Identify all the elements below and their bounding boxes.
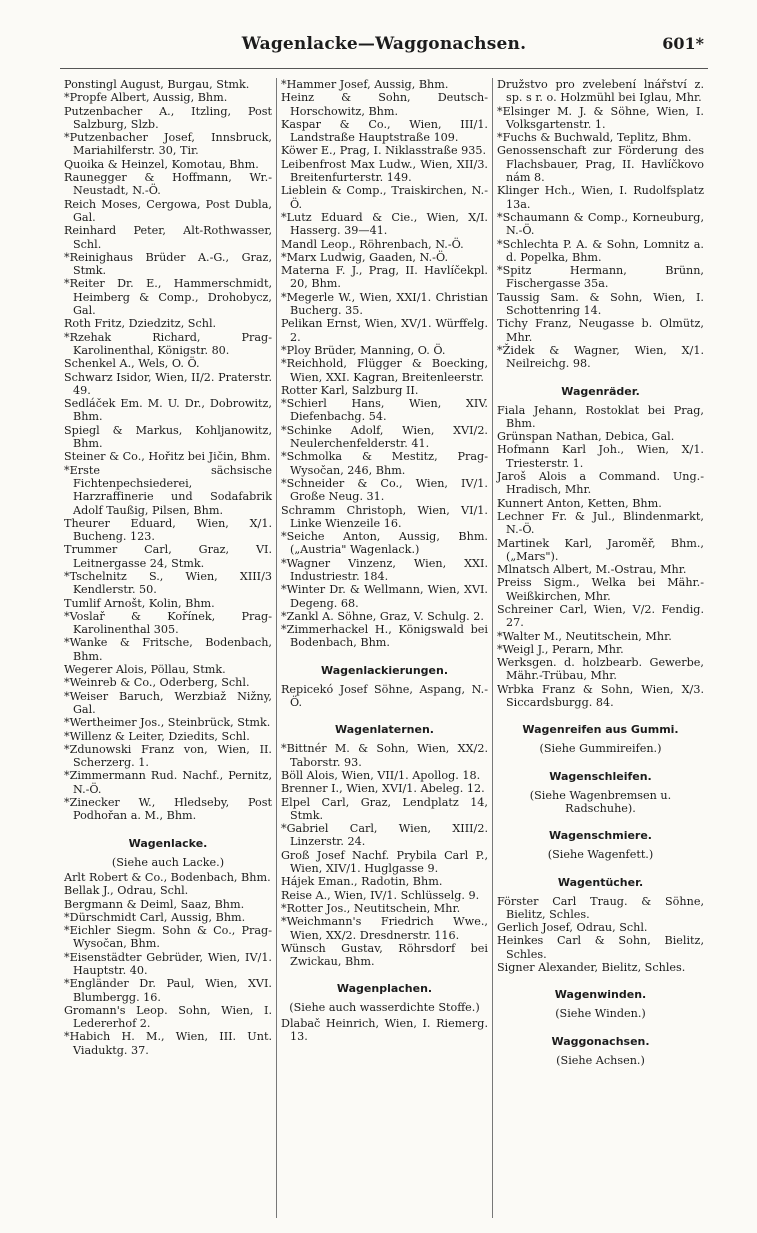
directory-entry: Heinkes Carl & Sohn, Bielitz, Schles. [497,934,704,961]
directory-entry: Genossenschaft zur Förderung des Flachsbauer, Prag, II. Havlíčkovo nám 8. [497,144,704,185]
directory-entry: *Schlechta P. A. & Sohn, Lomnitz a. d. Popelka, Bhm. [497,237,704,264]
directory-entry: *Erste sächsische Fichtenpechsiederei, Harzraffinerie und Sodafabrik Adolf Taußig, Pilsen, Bhm. [64,463,272,517]
section-heading: Wagentücher. [557,875,644,889]
directory-entry: Elpel Carl, Graz, Lendplatz 14, Stmk. [281,795,488,822]
directory-entry: *Tschelnitz S., Wien, XIII/3 Kendlerstr. 50. [64,569,272,597]
directory-entry: *Zdunowski Franz von, Wien, II. Scherzerg. 1. [64,742,272,770]
directory-entry: *Ploy Brüder, Manning, O. Ö. [281,343,446,357]
directory-entry: *Zinecker W., Hledseby, Post Podhořan a. M., Bhm. [64,796,272,823]
section-heading: Wagenlaternen. [335,723,434,737]
directory-entry: Kaspar & Co., Wien, III/1. Landstraße Hauptstraße 109. [281,117,488,145]
directory-entry: Hofmann Karl Joh., Wien, X/1. Triesterstr. 1. [497,443,704,470]
directory-entry: *Putzenbacher Josef, Innsbruck, Mariahilferstr. 30, Tir. [64,131,272,158]
directory-entry: *Rzehak Richard, Prag-Karolinenthal, Königstr. 80. [64,330,272,357]
directory-entry: *Weiser Baruch, Werzbiaž Nižny, Gal. [64,689,272,716]
directory-entry: Gerlich Josef, Odrau, Schl. [497,921,648,935]
directory-entry: *Megerle W., Wien, XXI/1. Christian Bucherg. 35. [281,290,488,318]
column-middle [276,78,492,1218]
directory-entry: Tichy Franz, Neugasse b. Olmütz, Mhr. [497,317,704,344]
section-heading: Wagenlackierungen. [320,663,449,677]
cross-reference-note: (Siehe Achsen.) [556,1053,645,1067]
directory-entry: Taussig Sam. & Sohn, Wien, I. Schottenring 14. [497,290,704,318]
directory-entry: Rotter Karl, Salzburg II. [281,383,419,397]
directory-entry: Jaroš Alois a Command. Ung.-Hradisch, Mhr. [497,470,704,497]
directory-entry: *Weichmann's Friedrich Wwe., Wien, XX/2. Dresdnerstr. 116. [281,915,488,942]
directory-entry: Dlabač Heinrich, Wien, I. Riemerg. 13. [281,1016,488,1043]
directory-entry: Groß Josef Nachf. Prybila Carl P., Wien, XIV/1. Huglgasse 9. [281,848,488,876]
directory-entry: *Dürschmidt Carl, Aussig, Bhm. [64,910,246,924]
directory-entry: *Engländer Dr. Paul, Wien, XVI. Blumbergg. 16. [64,977,272,1004]
directory-entry: Roth Fritz, Dziedzitz, Schl. [64,317,217,331]
directory-entry: *Hammer Josef, Aussig, Bhm. [281,78,449,91]
directory-entry: Martinek Karl, Jaroměř, Bhm., („Mars"). [497,536,704,563]
directory-entry: *Zankl A. Söhne, Graz, V. Schulg. 2. [281,609,484,623]
directory-entry: *Marx Ludwig, Gaaden, N.-Ö. [281,250,449,264]
section-heading: Wagenwinden. [554,988,647,1002]
page-number: 601* [662,34,704,53]
directory-entry: Schwarz Isidor, Wien, II/2. Praterstr. 49. [64,370,272,397]
directory-entry: Wünsch Gustav, Röhrsdorf bei Zwickau, Bhm. [281,941,488,969]
column-right [492,78,708,1218]
directory-entry: *Eisenstädter Gebrüder, Wien, IV/1. Hauptstr. 40. [64,950,272,977]
cross-reference-note: (Siehe auch wasserdichte Stoffe.) [289,1001,480,1015]
directory-entry: *Habich H. M., Wien, III. Unt. Viaduktg. 37. [64,1030,272,1057]
directory-entry: Kunnert Anton, Ketten, Bhm. [497,496,662,510]
directory-entry: *Gabriel Carl, Wien, XIII/2. Linzerstr. 24. [281,822,488,849]
directory-entry: *Zimmerhackel H., Königswald bei Bodenbach, Bhm. [281,623,488,650]
directory-entry: Hájek Eman., Radotin, Bhm. [281,875,443,889]
directory-entry: Putzenbacher A., Itzling, Post Salzburg, Slzb. [64,104,272,131]
directory-entry: *Fuchs & Buchwald, Teplitz, Bhm. [497,131,692,145]
directory-page [60,28,708,1218]
directory-entry: Schreiner Carl, Wien, V/2. Fendig. 27. [497,602,704,630]
directory-entry: Preiss Sigm., Welka bei Mähr.-Weißkirchen, Mhr. [497,576,704,603]
cross-reference-note: (Siehe Wagenfett.) [547,848,654,862]
directory-entry: Mlnatsch Albert, M.-Ostrau, Mhr. [497,563,687,577]
directory-entry: Tumlif Arnošt, Kolin, Bhm. [64,596,215,610]
directory-entry: Böll Alois, Wien, VII/1. Apollog. 18. [281,768,481,782]
directory-entry: Reich Moses, Cergowa, Post Dubla, Gal. [64,197,272,224]
directory-entry: *Židek & Wagner, Wien, X/1. Neilreichg. 98. [497,343,704,371]
directory-entry: *Schinke Adolf, Wien, XVI/2. Neulerchenfelderstr. 41. [281,423,488,451]
section-heading: Wagenreifen aus Gummi. [522,723,679,737]
directory-entry: *Seiche Anton, Aussig, Bhm. („Austria" Wagenlack.) [281,530,488,557]
directory-entry: *Reichhold, Flügger & Boecking, Wien, XXI. Kagran, Breitenleerstr. [281,357,488,384]
directory-entry: Repicekó Josef Söhne, Aspang, N.-Ö. [281,682,488,710]
directory-entry: Brenner I., Wien, XVI/1. Abeleg. 12. [281,782,485,796]
directory-entry: *Schneider & Co., Wien, IV/1. Große Neug. 31. [281,476,488,504]
directory-entry: Lechner Fr. & Jul., Blindenmarkt, N.-Ö. [497,509,704,537]
directory-entry: Theurer Eduard, Wien, X/1. Bucheng. 123. [64,516,272,544]
directory-entry: *Weinreb & Co., Oderberg, Schl. [64,676,250,690]
directory-entry: *Winter Dr. & Wellmann, Wien, XVI. Degeng. 68. [281,583,488,610]
section-heading: Waggonachsen. [551,1034,650,1048]
cross-reference-note: (Siehe Wagenbremsen u. Radschuhe). [529,788,672,815]
cross-reference-note: (Siehe Winden.) [555,1007,646,1021]
directory-entry: *Walter M., Neutitschein, Mhr. [497,629,672,643]
directory-entry: *Rotter Jos., Neutitschein, Mhr. [281,901,461,915]
directory-entry: Signer Alexander, Bielitz, Schles. [497,961,686,975]
directory-entry: *Voslař & Kořínek, Prag-Karolinenthal 305. [64,609,272,637]
directory-entry: Schenkel A., Wels, O. Ö. [64,357,200,371]
directory-entry: Grünspan Nathan, Debica, Gal. [497,430,675,444]
directory-entry: *Wagner Vinzenz, Wien, XXI. Industriestr. 184. [281,556,488,583]
column-left [60,78,276,1218]
section-heading: Wagenschmiere. [549,829,652,843]
directory-entry: *Wanke & Fritsche, Bodenbach, Bhm. [64,636,272,663]
directory-entry: Pelikan Ernst, Wien, XV/1. Würffelg. 2. [281,317,488,344]
text-columns [60,78,708,1218]
directory-entry: *Propfe Albert, Aussig, Bhm. [64,91,228,105]
directory-entry: Schramm Christoph, Wien, VI/1. Linke Wienzeile 16. [281,503,488,530]
directory-entry: *Willenz & Leiter, Dziedits, Schl. [64,729,250,743]
directory-entry: Arlt Robert & Co., Bodenbach, Bhm. [64,870,271,884]
directory-entry: *Eichler Siegm. Sohn & Co., Prag-Wysočan, Bhm. [64,924,272,951]
directory-entry: *Zimmermann Rud. Nachf., Pernitz, N.-Ö. [64,769,272,796]
directory-entry: Bellak J., Odrau, Schl. [64,884,189,898]
directory-entry: Raunegger & Hoffmann, Wr.-Neustadt, N.-Ö. [64,171,272,198]
directory-entry: Klinger Hch., Wien, I. Rudolfsplatz 13a. [497,184,704,211]
directory-entry: Quoika & Heinzel, Komotau, Bhm. [64,157,259,171]
header-rule [60,68,708,69]
directory-entry: Heinz & Sohn, Deutsch-Horschowitz, Bhm. [281,91,488,118]
directory-entry: Materna F. J., Prag, II. Havlíčekpl. 20, Bhm. [281,264,488,291]
directory-entry: *Reiter Dr. E., Hammerschmidt, Heimberg & Comp., Drohobycz, Gal. [64,277,272,318]
directory-entry: *Schierl Hans, Wien, XIV. Diefenbachg. 54. [281,397,488,424]
section-heading: Wagenschleifen. [549,769,652,783]
directory-entry: Reise A., Wien, IV/1. Schlüsselg. 9. [281,888,480,902]
directory-entry: Ponstingl August, Burgau, Stmk. [64,78,250,91]
directory-entry: Lieblein & Comp., Traiskirchen, N.-Ö. [281,184,488,211]
directory-entry: *Weigl J., Perarn, Mhr. [497,642,624,656]
directory-entry: Werksgen. d. holzbearb. Gewerbe, Mähr.-Trübau, Mhr. [497,656,704,683]
section-heading: Wagenlacke. [128,836,208,850]
directory-entry: *Lutz Eduard & Cie., Wien, X/I. Hasserg. 39—41. [281,210,488,238]
directory-entry: Mandl Leop., Röhrenbach, N.-Ö. [281,237,464,251]
directory-entry: Fiala Jehann, Rostoklat bei Prag, Bhm. [497,403,704,430]
directory-entry: Družstvo pro zvelebení lnářství z. sp. s r. o. Holzmühl bei Iglau, Mhr. [497,78,704,105]
directory-entry: Förster Carl Traug. & Söhne, Bielitz, Schles. [497,894,704,921]
directory-entry: Gromann's Leop. Sohn, Wien, I. Ledererhof 2. [64,1003,272,1031]
directory-entry: Spiegl & Markus, Kohljanowitz, Bhm. [64,423,272,451]
directory-entry: *Bittnér M. & Sohn, Wien, XX/2. Taborstr. 93. [281,742,488,769]
page-header [60,28,708,64]
directory-entry: Köwer E., Prag, I. Niklasstraße 935. [281,144,487,158]
directory-entry: *Spitz Hermann, Brünn, Fischergasse 35a. [497,264,704,291]
section-heading: Wagenräder. [561,384,640,398]
directory-entry: Wrbka Franz & Sohn, Wien, X/3. Siccardsburgg. 84. [497,682,704,710]
directory-entry: *Schmolka & Mestitz, Prag-Wysočan, 246, Bhm. [281,450,488,477]
directory-entry: Bergmann & Deiml, Saaz, Bhm. [64,897,245,911]
directory-entry: *Elsinger M. J. & Söhne, Wien, I. Volksgartenstr. 1. [497,104,704,131]
directory-entry: *Reinighaus Brüder A.-G., Graz, Stmk. [64,250,272,278]
directory-entry: Reinhard Peter, Alt-Rothwasser, Schl. [64,224,272,251]
directory-entry: Leibenfrost Max Ludw., Wien, XII/3. Breitenfurterstr. 149. [281,157,488,185]
directory-entry: Wegerer Alois, Pöllau, Stmk. [64,663,226,677]
section-heading: Wagenplachen. [336,982,433,996]
running-title: Wagenlacke—Waggonachsen. [241,34,527,54]
cross-reference-note: (Siehe auch Lacke.) [111,855,225,869]
cross-reference-note: (Siehe Gummireifen.) [539,742,662,756]
directory-entry: Sedláček Em. M. U. Dr., Dobrowitz, Bhm. [64,397,272,424]
directory-entry: *Wertheimer Jos., Steinbrück, Stmk. [64,716,271,730]
directory-entry: *Schaumann & Comp., Korneuburg, N.-Ö. [497,210,704,238]
directory-entry: Trummer Carl, Graz, VI. Leitnergasse 24, Stmk. [64,543,272,570]
directory-entry: Steiner & Co., Hořitz bei Jičin, Bhm. [64,450,271,464]
